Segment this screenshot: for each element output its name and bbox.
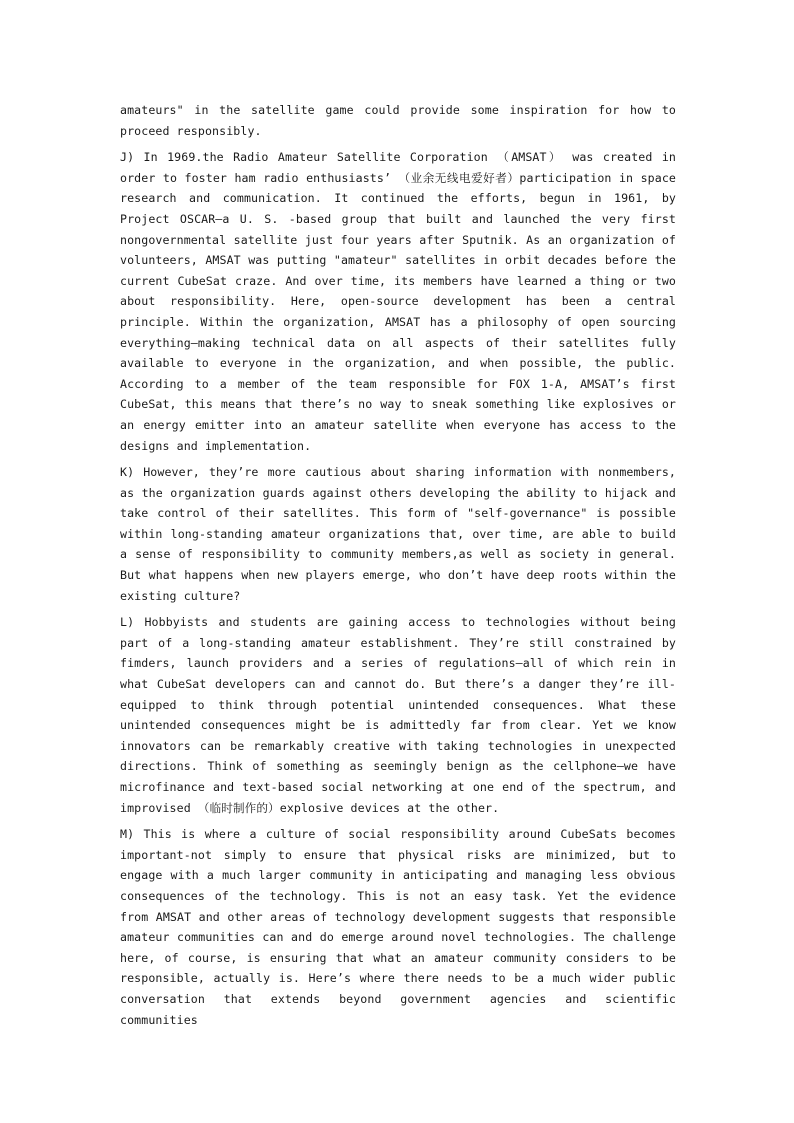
paragraph-m: M) This is where a culture of social responsibility around CubeSats becomes important-not simply to ensure that physical risks are minimized, but to engage with a much larger community in anticipating and managing less obvious consequences of the technology. This is not an easy task. Yet the evidence from AMSAT and other areas of technology development suggests that responsible amateur communities can and do emerge around novel technologies. The challenge here, of course, is ensuring that what an amateur community considers to be responsible, actually is. Here’s where there needs to be a much wider public conversation that extends beyond government agencies and scientific communities	[120, 827, 676, 1027]
paragraph-l: L) Hobbyists and students are gaining access to technologies without being part of a long-standing amateur establishment. They’re still constrained by fimders, launch providers and a series of regulations—all of which rein in what CubeSat developers can and cannot do. But there’s a danger they’re ill-equipped to think through potential unintended consequences. What these unintended consequences might be is admittedly far from clear. Yet we know innovators can be remarkably creative with taking technologies in unexpected directions. Think of something as seemingly benign as the cellphone—we have microfinance and text-based social networking at one end of the spectrum, and improvised （临时制作的）explosive devices at the other.	[120, 615, 676, 815]
document-page	[120, 100, 676, 1030]
paragraph-j: J) In 1969.the Radio Amateur Satellite Corporation （AMSAT） was created in order to foster ham radio enthusiasts’ （业余无线电爱好者）participation in space research and communication. It continued the efforts, begun in 1961, by Project OSCAR—a U. S. -based group that built and launched the very first nongovernmental satellite just four years after Sputnik. As an organization of volunteers, AMSAT was putting "amateur" satellites in orbit decades before the current CubeSat craze. And over time, its members have learned a thing or two about responsibility. Here, open-source development has been a central principle. Within the organization, AMSAT has a philosophy of open sourcing everything—making technical data on all aspects of their satellites fully available to everyone in the organization, and when possible, the public. According to a member of the team responsible for FOX 1-A, AMSAT’s first CubeSat, this means that there’s no way to sneak something like explosives or an energy emitter into an amateur satellite when everyone has access to the designs and implementation.	[120, 150, 676, 453]
paragraph-continuation: amateurs" in the satellite game could provide some inspiration for how to proceed responsibly.	[120, 103, 676, 138]
paragraph-k: K) However, they’re more cautious about sharing information with nonmembers, as the organization guards against others developing the ability to hijack and take control of their satellites. This form of "self-governance" is possible within long-standing amateur organizations that, over time, are able to build a sense of responsibility to community members,as well as society in general. But what happens when new players emerge, who don’t have deep roots within the existing culture?	[120, 465, 676, 603]
